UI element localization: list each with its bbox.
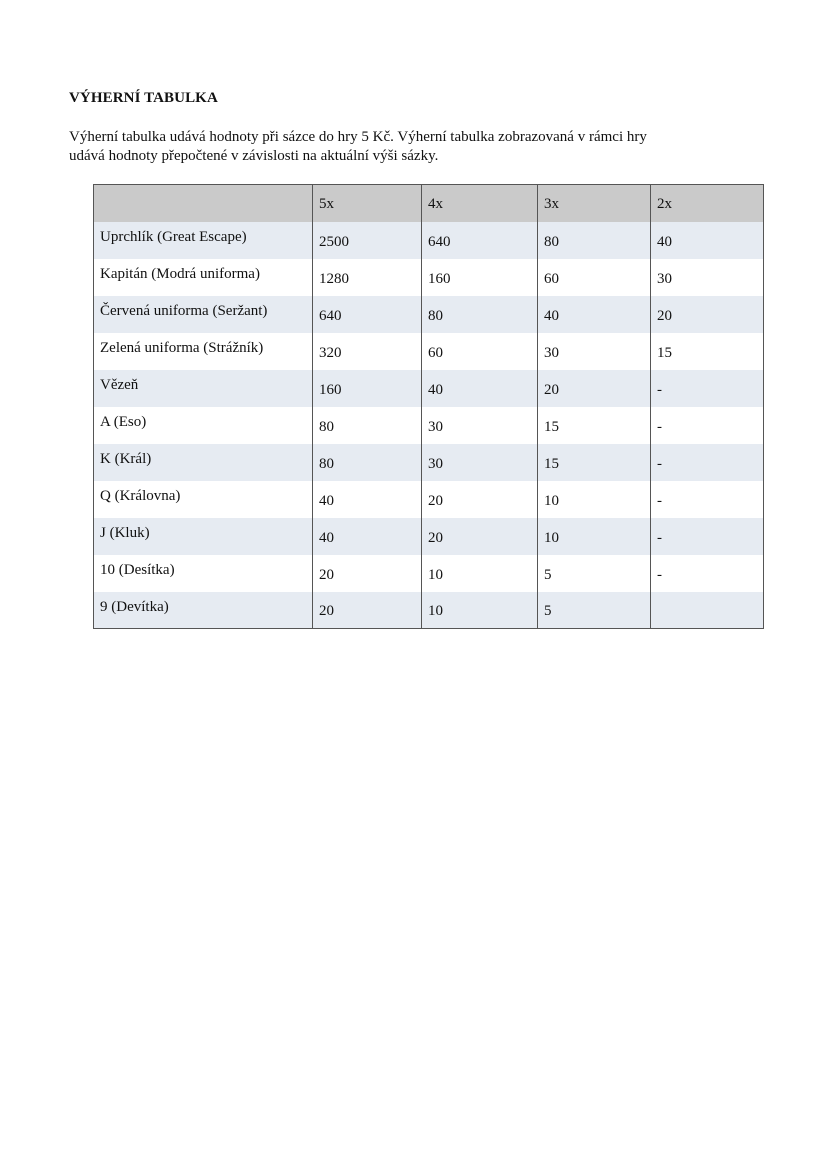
symbol-cell: Červená uniforma (Seržant)	[100, 302, 268, 319]
table-row	[94, 296, 764, 333]
page-title: VÝHERNÍ TABULKA	[69, 90, 218, 106]
payout-4x-cell: 640	[422, 222, 538, 259]
header-5x: 5x	[313, 185, 422, 222]
header-2x: 2x	[651, 185, 764, 222]
payout-3x-cell: 30	[538, 333, 651, 370]
payout-5x-cell: 20	[313, 592, 422, 629]
payout-4x-cell: 60	[422, 333, 538, 370]
payout-table	[93, 184, 764, 629]
table-row	[94, 370, 764, 407]
payout-4x-cell: 10	[422, 555, 538, 592]
payout-4x-cell: 30	[422, 444, 538, 481]
payout-3x-cell: 20	[538, 370, 651, 407]
payout-4x-cell: 160	[422, 259, 538, 296]
symbol-cell: Uprchlík (Great Escape)	[100, 228, 247, 245]
payout-2x-cell: 40	[651, 222, 764, 259]
payout-5x-cell: 20	[313, 555, 422, 592]
payout-2x-cell: -	[651, 518, 764, 555]
table-row	[94, 333, 764, 370]
table-row	[94, 259, 764, 296]
symbol-cell: 9 (Devítka)	[100, 598, 169, 615]
payout-4x-cell: 80	[422, 296, 538, 333]
payout-5x-cell: 320	[313, 333, 422, 370]
payout-5x-cell: 80	[313, 444, 422, 481]
intro-line-2: udává hodnoty přepočtené v závislosti na aktuální výši sázky.	[69, 148, 439, 164]
table-header-row	[94, 185, 764, 222]
payout-2x-cell: -	[651, 407, 764, 444]
payout-3x-cell: 80	[538, 222, 651, 259]
payout-3x-cell: 15	[538, 407, 651, 444]
payout-3x-cell: 5	[538, 555, 651, 592]
symbol-cell: A (Eso)	[100, 413, 147, 430]
intro-paragraph	[69, 128, 769, 166]
payout-4x-cell: 20	[422, 518, 538, 555]
payout-3x-cell: 10	[538, 481, 651, 518]
symbol-cell: Zelená uniforma (Strážník)	[100, 339, 264, 356]
table-row	[94, 444, 764, 481]
payout-3x-cell: 10	[538, 518, 651, 555]
symbol-cell: 10 (Desítka)	[100, 561, 175, 578]
table-row	[94, 592, 764, 629]
payout-2x-cell: 20	[651, 296, 764, 333]
table-row	[94, 481, 764, 518]
payout-2x-cell: -	[651, 555, 764, 592]
table-row	[94, 222, 764, 259]
payout-2x-cell	[651, 592, 764, 629]
payout-3x-cell: 60	[538, 259, 651, 296]
intro-line-1: Výherní tabulka udává hodnoty při sázce do hry 5 Kč. Výherní tabulka zobrazovaná v rámci hry	[69, 129, 647, 145]
symbol-cell: Q (Královna)	[100, 487, 181, 504]
payout-4x-cell: 20	[422, 481, 538, 518]
payout-2x-cell: -	[651, 444, 764, 481]
header-symbol	[94, 185, 313, 222]
payout-4x-cell: 10	[422, 592, 538, 629]
header-3x: 3x	[538, 185, 651, 222]
payout-5x-cell: 640	[313, 296, 422, 333]
header-4x: 4x	[422, 185, 538, 222]
payout-5x-cell: 40	[313, 481, 422, 518]
payout-2x-cell: 30	[651, 259, 764, 296]
symbol-cell: Vězeň	[100, 376, 139, 393]
table-row	[94, 555, 764, 592]
payout-2x-cell: -	[651, 370, 764, 407]
payout-2x-cell: -	[651, 481, 764, 518]
payout-3x-cell: 40	[538, 296, 651, 333]
payout-5x-cell: 2500	[313, 222, 422, 259]
payout-2x-cell: 15	[651, 333, 764, 370]
symbol-cell: Kapitán (Modrá uniforma)	[100, 265, 260, 282]
table-row	[94, 407, 764, 444]
payout-5x-cell: 160	[313, 370, 422, 407]
payout-3x-cell: 5	[538, 592, 651, 629]
payout-4x-cell: 30	[422, 407, 538, 444]
symbol-cell: K (Král)	[100, 450, 152, 467]
table-row	[94, 518, 764, 555]
symbol-cell: J (Kluk)	[100, 524, 150, 541]
payout-5x-cell: 1280	[313, 259, 422, 296]
payout-3x-cell: 15	[538, 444, 651, 481]
payout-5x-cell: 80	[313, 407, 422, 444]
payout-5x-cell: 40	[313, 518, 422, 555]
payout-4x-cell: 40	[422, 370, 538, 407]
